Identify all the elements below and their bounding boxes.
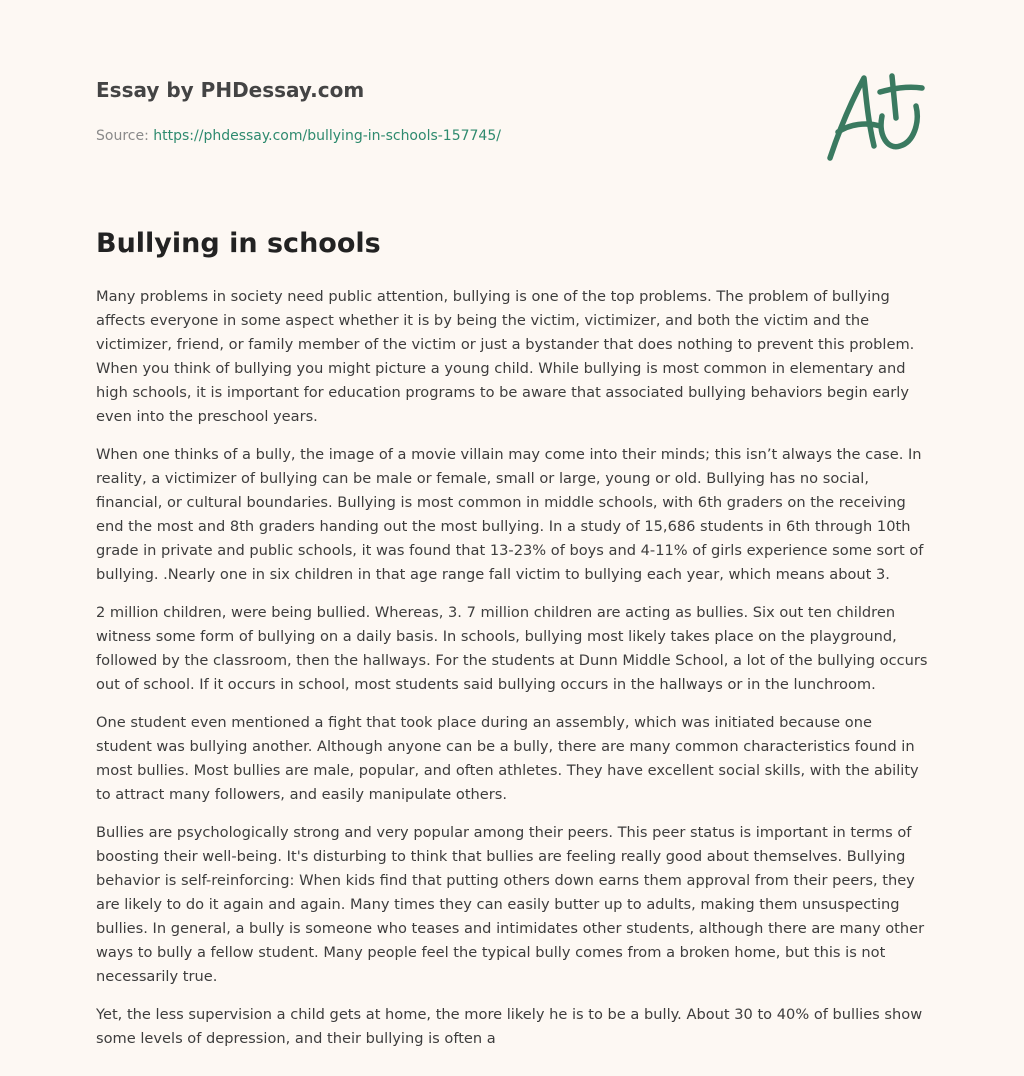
brand-title: Essay by PHDessay.com [96,78,365,102]
essay-title: Bullying in schools [96,228,381,259]
source-label: Source: [96,128,149,144]
essay-body [96,285,932,1065]
essay-paragraph: 2 million children, were being bullied. Whereas, 3. 7 million children are acting as bullies. Six out ten children witness some form of bullying on a daily basis. In schools, bullying most likely takes place on the playground, followed by the classroom, then the hallways. For the students at Dunn Middle School, a lot of the bullying occurs out of school. If it occurs in school, most students said bullying occurs in the hallways or in the lunchroom. [96,604,928,693]
essay-paragraph: Yet, the less supervision a child gets at home, the more likely he is to be a bully. About 30 to 40% of bullies show some levels of depression, and their bullying is often a [96,1006,923,1047]
essay-paragraph: When one thinks of a bully, the image of a movie villain may come into their minds; this isn’t always the case. In reality, a victimizer of bullying can be male or female, small or large, young or old. Bullying has no social, financial, or cultural boundaries. Bullying is most common in middle schools, with 6th graders on the receiving end the most and 8th graders handing out the most bullying. In a study of 15,686 students in 6th through 10th grade in private and public schools, it was found that 13-23% of boys and 4-11% of girls experience some sort of bullying. .Nearly one in six children in that age range fall victim to bullying each year, which means about 3. [96,446,924,583]
essay-paragraph: Many problems in society need public attention, bullying is one of the top problems. The problem of bullying affects everyone in some aspect whether it is by being the victim, victimizer, and both the victim and the victimizer, friend, or family member of the victim or just a bystander that does nothing to prevent this problem. When you think of bullying you might picture a young child. While bullying is most common in elementary and high schools, it is important for education programs to be aware that associated bullying behaviors begin early even into the preschool years. [96,288,915,425]
page-header [96,74,816,146]
source-link[interactable]: https://phdessay.com/bullying-in-schools-157745/ [153,128,501,144]
essay-paragraph: One student even mentioned a fight that took place during an assembly, which was initiated because one student was bullying another. Although anyone can be a bully, there are many common characteristics found in most bullies. Most bullies are male, popular, and often athletes. They have excellent social skills, with the ability to attract many followers, and easily manipulate others. [96,714,919,803]
essay-paragraph: Bullies are psychologically strong and very popular among their peers. This peer status is important in terms of boosting their well-being. It's disturbing to think that bullies are feeling really good about themselves. Bullying behavior is self-reinforcing: When kids find that putting others down earns them approval from their peers, they are likely to do it again and again. Many times they can easily butter up to adults, making them unsuspecting bullies. In general, a bully is someone who teases and intimidates other students, although there are many other ways to bully a fellow student. Many people feel the typical bully comes from a broken home, but this is not necessarily true. [96,824,925,985]
a-plus-grade-icon [822,66,932,166]
source-line [96,126,816,146]
